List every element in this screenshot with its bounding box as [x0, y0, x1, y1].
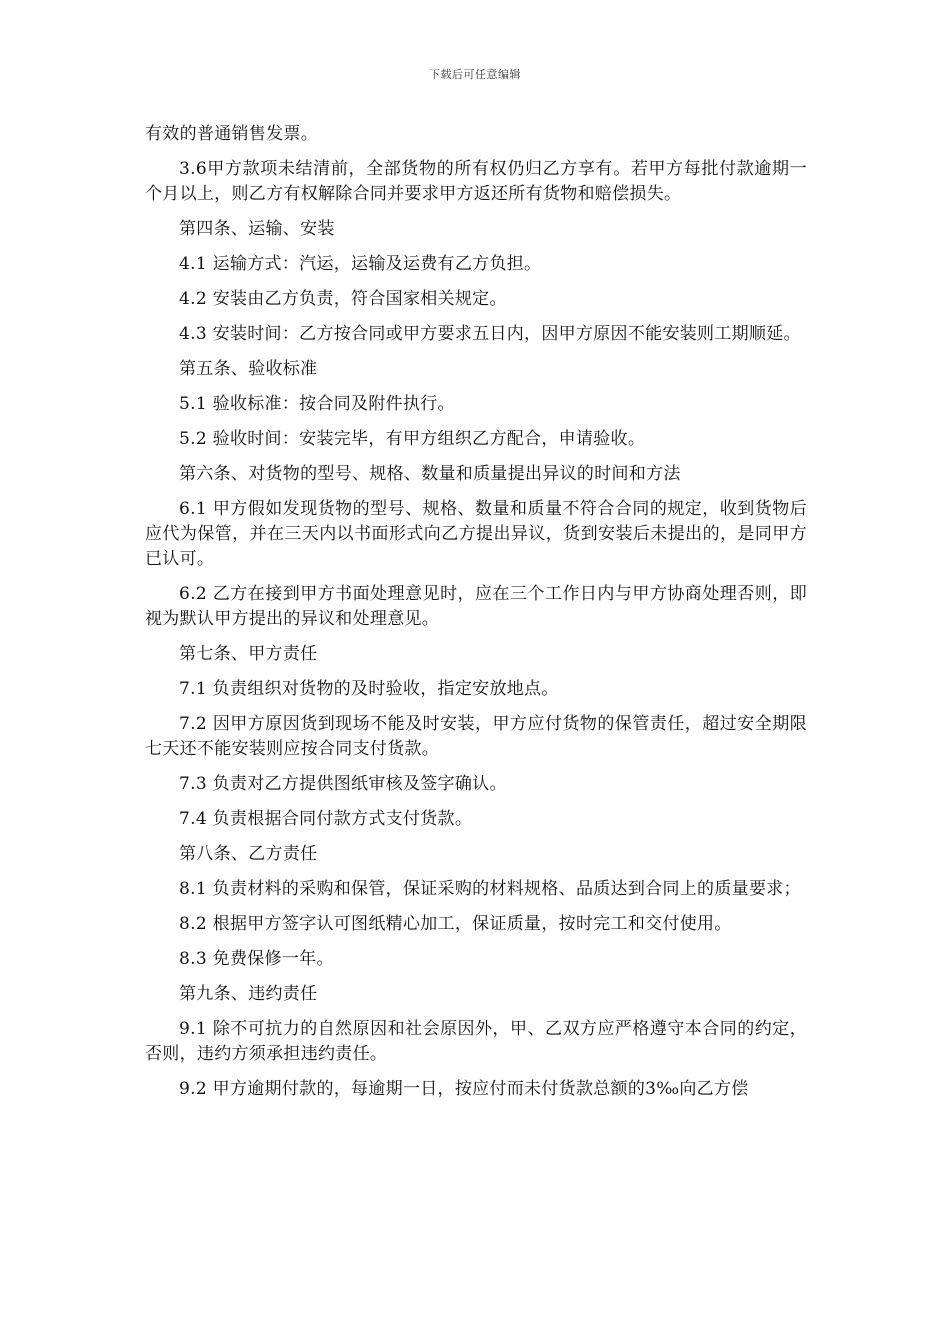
section-heading: 第四条、运输、安装: [179, 219, 335, 239]
page-header-note: 下载后可任意编辑: [429, 68, 521, 81]
paragraph: 5.2 验收时间：安装完毕，有甲方组织乙方配合，申请验收。: [179, 429, 646, 449]
paragraph: 6.2 乙方在接到甲方书面处理意见时，应在三个工作日内与甲方协商处理否则，即视为默认甲方提出的异议和处理意见。: [145, 584, 807, 629]
section-heading: 第八条、乙方责任: [179, 844, 318, 864]
paragraph: 有效的普通销售发票。: [145, 124, 318, 144]
paragraph: 6.1 甲方假如发现货物的型号、规格、数量和质量不符合合同的规定，收到货物后应代为保管，并在三天内以书面形式向乙方提出异议，货到安装后未提出的，是同甲方已认可。: [145, 499, 807, 569]
paragraph: 8.3 免费保修一年。: [179, 949, 334, 969]
document-body: [145, 122, 807, 1112]
section-heading: 第九条、违约责任: [179, 984, 318, 1004]
paragraph: 7.4 负责根据合同付款方式支付货款。: [179, 809, 473, 829]
paragraph: 9.2 甲方逾期付款的，每逾期一日，按应付而未付货款总额的3‰向乙方偿: [179, 1079, 749, 1099]
paragraph: 8.2 根据甲方签字认可图纸精心加工，保证质量，按时完工和交付使用。: [179, 914, 732, 934]
paragraph: 4.3 安装时间：乙方按合同或甲方要求五日内，因甲方原因不能安装则工期顺延。: [179, 324, 801, 344]
paragraph: 4.1 运输方式：汽运，运输及运费有乙方负担。: [179, 254, 542, 274]
paragraph: 3.6甲方款项未结清前，全部货物的所有权仍归乙方享有。若甲方每批付款逾期一个月以上，则乙方有权解除合同并要求甲方返还所有货物和赔偿损失。: [145, 159, 807, 204]
paragraph: 5.1 验收标准：按合同及附件执行。: [179, 394, 455, 414]
paragraph: 7.2 因甲方原因货到现场不能及时安装，甲方应付货物的保管责任，超过安全期限七天还不能安装则应按合同支付货款。: [145, 714, 807, 759]
section-heading: 第七条、甲方责任: [179, 644, 318, 664]
paragraph: 7.3 负责对乙方提供图纸审核及签字确认。: [179, 774, 507, 794]
section-heading: 第五条、验收标准: [179, 359, 318, 379]
paragraph: 4.2 安装由乙方负责，符合国家相关规定。: [179, 289, 507, 309]
paragraph: 7.1 负责组织对货物的及时验收，指定安放地点。: [179, 679, 559, 699]
section-heading: 第六条、对货物的型号、规格、数量和质量提出异议的时间和方法: [179, 464, 681, 484]
paragraph: 9.1 除不可抗力的自然原因和社会原因外，甲、乙双方应严格遵守本合同的约定，否则，违约方须承担违约责任。: [145, 1019, 807, 1064]
paragraph: 8.1 负责材料的采购和保管，保证采购的材料规格、品质达到合同上的质量要求；: [179, 879, 801, 899]
